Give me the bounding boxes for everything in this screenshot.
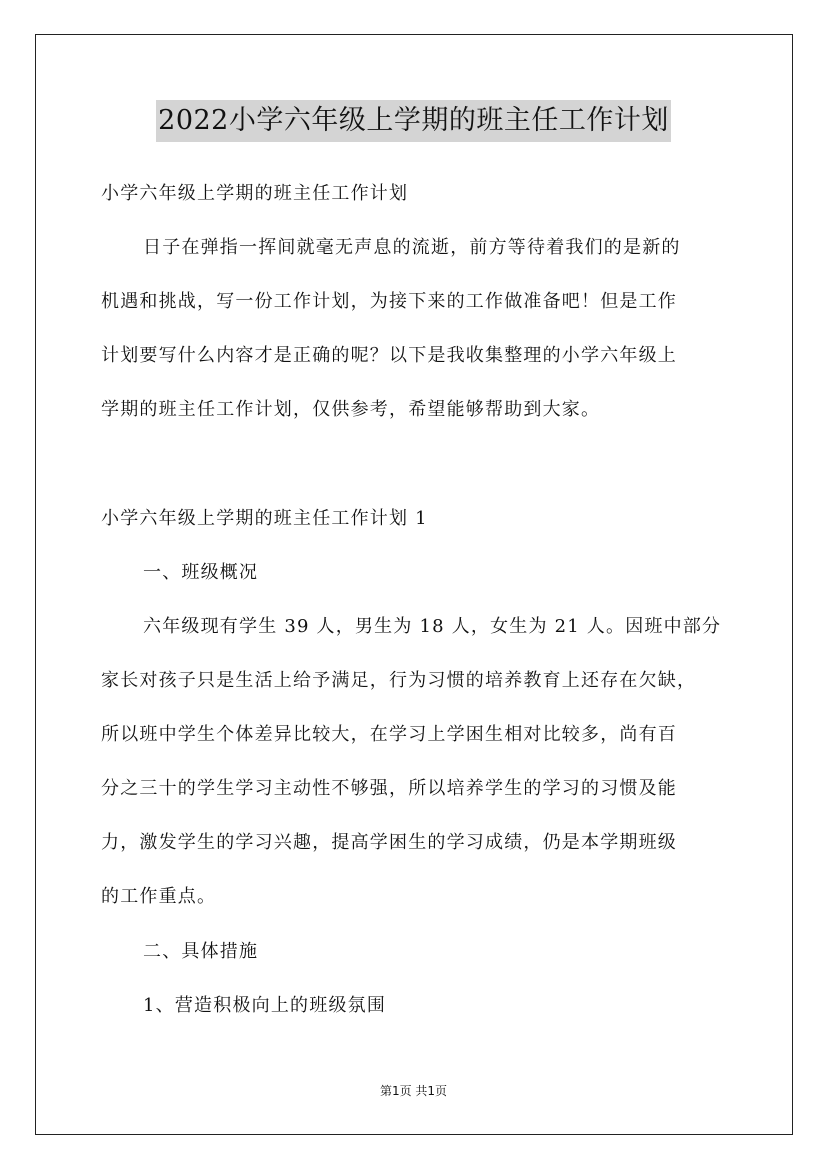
- section-heading: 小学六年级上学期的班主任工作计划 1: [101, 508, 428, 529]
- list-item-heading: 1、营造积极向上的班级氛围: [143, 995, 387, 1016]
- paragraph-line: 力，激发学生的学习兴趣，提高学困生的学习成绩，仍是本学期班级: [101, 832, 677, 853]
- title-container: [0, 100, 827, 142]
- paragraph-line: 学期的班主任工作计划，仅供参考，希望能够帮助到大家。: [101, 399, 601, 420]
- paragraph-line: 计划要写什么内容才是正确的呢？以下是我收集整理的小学六年级上: [101, 345, 677, 366]
- paragraph-line: 日子在弹指一挥间就毫无声息的流逝，前方等待着我们的是新的: [143, 237, 681, 258]
- subsection-heading: 二、具体措施: [143, 941, 259, 962]
- paragraph-line: 的工作重点。: [101, 886, 217, 907]
- subsection-heading: 一、班级概况: [143, 562, 259, 583]
- paragraph-line: 分之三十的学生学习主动性不够强，所以培养学生的学习的习惯及能: [101, 778, 677, 799]
- paragraph-line: 所以班中学生个体差异比较大，在学习上学困生相对比较多，尚有百: [101, 724, 677, 745]
- subtitle-line: 小学六年级上学期的班主任工作计划: [101, 183, 409, 204]
- paragraph-line: 六年级现有学生 39 人，男生为 18 人，女生为 21 人。因班中部分: [143, 616, 722, 637]
- paragraph-line: 机遇和挑战，写一份工作计划，为接下来的工作做准备吧！但是工作: [101, 291, 677, 312]
- paragraph-line: 家长对孩子只是生活上给予满足，行为习惯的培养教育上还存在欠缺，: [101, 670, 697, 691]
- page-footer: 第1页 共1页: [379, 1084, 448, 1098]
- document-title: 2022小学六年级上学期的班主任工作计划: [156, 100, 671, 142]
